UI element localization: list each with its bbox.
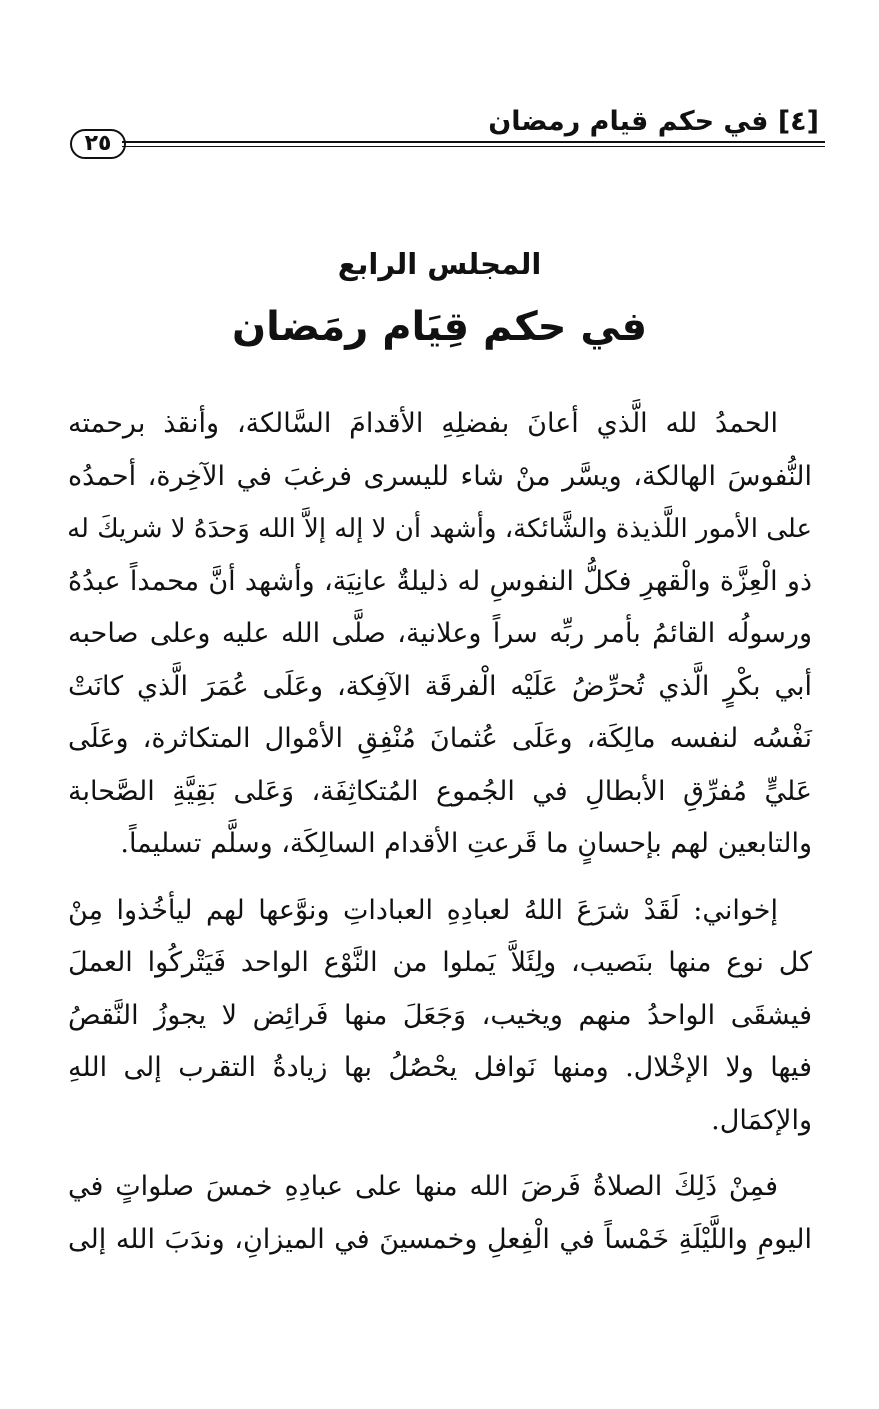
running-header-title: [٤] في حكم قيام رمضان	[488, 106, 819, 137]
text-line: نَفْسُه لنفسه مالِكَة، وعَلَى عُثمانَ مُنْفِقِ الأمْوال المتكاثرة، وعَلَى	[68, 723, 812, 754]
text-line: الحمدُ لله الَّذي أعانَ بفضلِهِ الأقدامَ السَّالكة، وأنقذ برحمته	[68, 408, 778, 439]
paragraph-prayer	[68, 1161, 812, 1266]
text-line: كل نوع منها بنَصيب، ولِئَلاَّ يَملوا من النَّوْع الواحد فَيَتْركُوا العملَ	[68, 947, 812, 978]
page-number: ٢٥	[70, 129, 126, 159]
text-line: النُّفوسَ الهالكة، ويسَّر منْ شاء لليسرى فرغبَ في الآخِرة، أحمدُه	[68, 460, 812, 492]
text-line: عَليٍّ مُفرِّقِ الأبطالِ في الجُموع المُتكاثِفَة، وَعَلى بَقِيَّةِ الصَّحابة	[68, 775, 812, 807]
text-line: أبي بكْرٍ الَّذي تُحرِّضُ عَلَيْه الْفرقَة الآفِكة، وعَلَى عُمَرَ الَّذي كانَتْ	[68, 670, 812, 702]
paragraph-brothers	[68, 885, 812, 1148]
paragraph-spacer	[68, 1147, 812, 1161]
text-line: على الأمور اللَّذيذة والشَّائكة، وأشهد أن لا إله إلاَّ الله وَحدَهُ لا شريكَ له	[67, 514, 812, 544]
text-line: ورسولُه القائمُ بأمر ربِّه سراً وعلانية، صلَّى الله عليه وعلى صاحبه	[68, 618, 812, 649]
text-line: والتابعين لهم بإحسانٍ ما قَرعتِ الأقدام السالِكَة، وسلَّم تسليماً.	[120, 828, 812, 859]
running-header	[70, 96, 825, 162]
text-line: اليومِ واللَّيْلَةِ خَمْساً في الْفِعلِ وخمسينَ في الميزانِ، وندَبَ الله إلى	[68, 1223, 812, 1255]
text-line: والإكمَال.	[711, 1104, 812, 1136]
text-line: ذو الْعِزَّة والْقهرِ فكلُّ النفوسِ له ذليلةٌ عانِيَة، وأشهد أنَّ محمداً عبدُهُ	[68, 565, 812, 597]
text-line: فيشقَى الواحدُ منهم ويخيب، وَجَعَلَ منها فَرائِض لا يجوزُ النَّقصُ	[68, 999, 812, 1031]
header-rule	[122, 141, 825, 143]
chapter-label: المجلس الرابع	[337, 247, 542, 281]
body-text	[68, 398, 812, 1266]
text-line: فمِنْ ذَلِكَ الصلاةُ فَرضَ الله منها على عبادِهِ خمسَ صلواتٍ في	[68, 1171, 778, 1202]
chapter-title: في حكم قِيَام رمَضان	[231, 304, 648, 350]
header-rule-thin	[122, 146, 825, 147]
text-line: فيها ولا الإخْلال. ومنها نَوافل يحْصُلُ بها زيادةُ التقرب إلى اللهِ	[68, 1052, 812, 1083]
paragraph-opening-praise	[68, 398, 812, 871]
paragraph-spacer	[68, 871, 812, 885]
text-line: إخواني: لَقَدْ شرَعَ اللهُ لعبادِهِ العباداتِ ونوَّعها لهم ليأخُذوا مِنْ	[68, 894, 778, 926]
